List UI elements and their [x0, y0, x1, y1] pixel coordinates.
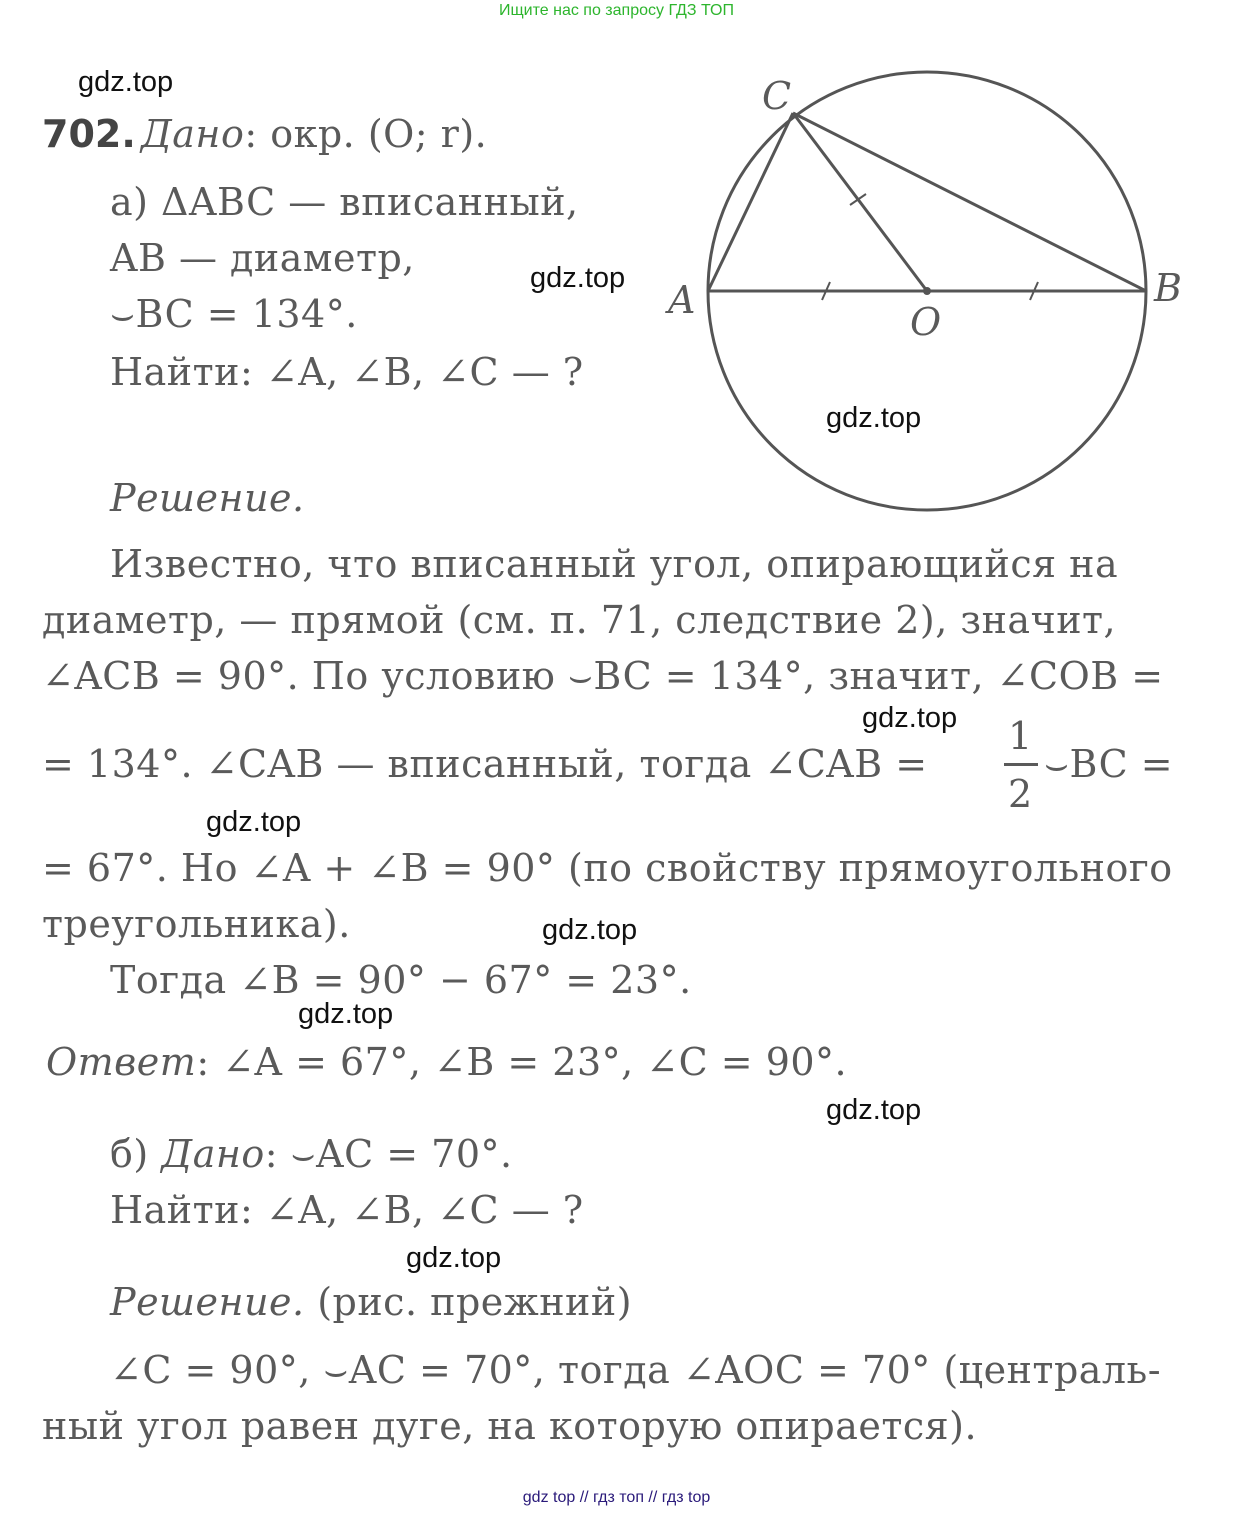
watermark: gdz.top	[298, 998, 394, 1030]
solution-line-4-end: ⌣BC =	[1044, 742, 1174, 786]
part-b-prefix: б)	[110, 1132, 162, 1176]
solution-line-5: = 67°. Но ∠A + ∠B = 90° (по свойству прямоугольного	[42, 846, 1173, 890]
center-point	[923, 287, 931, 295]
fraction-bar	[1004, 763, 1038, 766]
solution-title: Решение.	[110, 476, 305, 520]
watermark: gdz.top	[206, 806, 302, 838]
watermark: gdz.top	[862, 702, 958, 734]
watermark: gdz.top	[530, 262, 626, 294]
watermark: gdz.top	[826, 402, 922, 434]
problem-number: 702.	[42, 112, 136, 156]
answer-line	[46, 1040, 847, 1084]
find-line: Найти: ∠A, ∠B, ∠C — ?	[110, 350, 584, 394]
part-b-given-label: Дано	[161, 1132, 265, 1176]
part-b-line-2: ный угол равен дуге, на которую опирается).	[42, 1404, 978, 1448]
footer-links[interactable]: gdz top // гдз топ // гдз top	[522, 1489, 711, 1506]
part-b-given	[110, 1132, 513, 1177]
given-line-3: ⌣BC = 134°.	[110, 292, 358, 336]
part-b-given-text: : ⌣AC = 70°.	[264, 1132, 513, 1176]
given-line-2: AB — диаметр,	[110, 236, 415, 280]
fraction-numerator: 1	[1008, 714, 1033, 758]
given-label: Дано	[140, 112, 245, 156]
tick-mark	[850, 194, 866, 205]
solution-line-6: треугольника).	[42, 902, 351, 946]
label-a: A	[668, 278, 696, 322]
part-b-solution-title	[110, 1280, 632, 1324]
watermark: gdz.top	[542, 914, 638, 946]
solution-line-1: Известно, что вписанный угол, опирающийся на	[110, 542, 1119, 586]
fraction-denominator: 2	[1008, 772, 1033, 816]
part-b-find: Найти: ∠A, ∠B, ∠C — ?	[110, 1188, 584, 1232]
label-o: O	[910, 300, 942, 344]
watermark: gdz.top	[78, 66, 174, 98]
top-banner[interactable]: Ищите нас по запросу ГДЗ ТОП	[499, 2, 734, 19]
answer-label: Ответ	[46, 1040, 197, 1084]
part-b-solution-suffix: (рис. прежний)	[304, 1280, 633, 1324]
watermark: gdz.top	[826, 1094, 922, 1126]
part-b-line-1: ∠C = 90°, ⌣AC = 70°, тогда ∠AOC = 70° (централь-	[110, 1348, 1162, 1392]
chord-cb	[793, 113, 1146, 291]
solution-line-2: диаметр, — прямой (см. п. 71, следствие 2), значит,	[42, 598, 1117, 642]
label-c: C	[762, 74, 792, 118]
given-text: : окр. (O; r).	[244, 112, 488, 156]
chord-ac	[708, 113, 793, 291]
solution-line-3: ∠ACB = 90°. По условию ⌣BC = 134°, значит, ∠COB =	[42, 654, 1164, 698]
answer-text: : ∠A = 67°, ∠B = 23°, ∠C = 90°.	[196, 1040, 848, 1084]
radius-oc	[793, 113, 927, 291]
solution-line-7: Тогда ∠B = 90° − 67° = 23°.	[110, 958, 692, 1002]
solution-line-4: = 134°. ∠CAB — вписанный, тогда ∠CAB =	[42, 742, 928, 786]
watermark: gdz.top	[406, 1242, 502, 1274]
label-b: B	[1154, 266, 1183, 310]
given-line-1: а) ΔABC — вписанный,	[110, 180, 579, 224]
part-b-solution-label: Решение.	[110, 1280, 305, 1324]
